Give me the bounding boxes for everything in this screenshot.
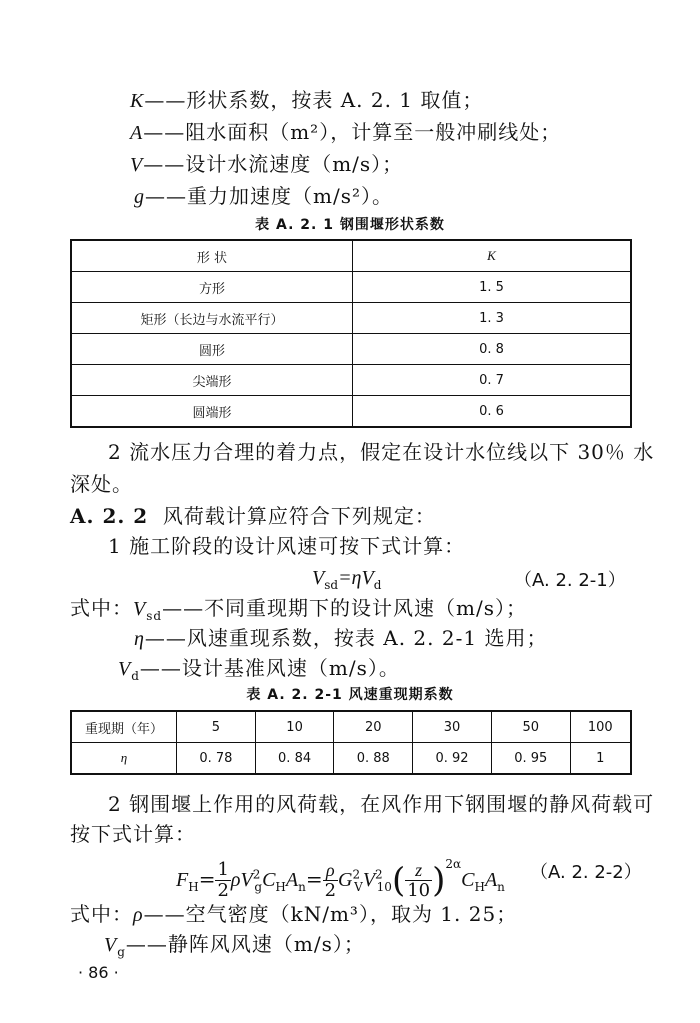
- table-cell: 1. 3: [353, 303, 632, 334]
- table-cell: 圆形: [71, 334, 353, 365]
- definition-k: K——形状系数，按表 A. 2. 1 取值；: [130, 88, 484, 112]
- table-row: [71, 365, 631, 396]
- table-row: [71, 303, 631, 334]
- table-cell: 0. 78: [177, 743, 256, 775]
- paragraph-2-line1: 2 流水压力合理的着力点，假定在设计水位线以下 30％ 水: [108, 440, 655, 464]
- definition-a: A——阻水面积（m²），计算至一般冲刷线处；: [130, 120, 562, 144]
- table-cell: 0. 92: [413, 743, 492, 775]
- table-row: [71, 272, 631, 303]
- item-2-line2: 按下式计算：: [70, 822, 196, 846]
- definition-g: g——重力加速度（m/s²）。: [134, 184, 393, 208]
- table-cell: 重现期（年）: [71, 711, 177, 743]
- table-cell: 尖端形: [71, 365, 353, 396]
- page-number: · 86 ·: [78, 963, 119, 982]
- paragraph-2-line2: 深处。: [70, 472, 133, 496]
- table-cell: 1: [570, 743, 631, 775]
- table1-caption: 表 A. 2. 1 钢围堰形状系数: [255, 217, 445, 233]
- table-cell: 0. 84: [255, 743, 334, 775]
- table-cell: 1. 5: [353, 272, 632, 303]
- table-cell: 0. 8: [353, 334, 632, 365]
- table-row: [71, 396, 631, 428]
- table-cell: 矩形（长边与水流平行）: [71, 303, 353, 334]
- equation-number-1: （A. 2. 2-1）: [514, 570, 626, 591]
- table-header-shape: 形 状: [71, 240, 353, 272]
- equation-a22-2: $F_H=$ $\frac{1}{2}$ $\rho V^2_gC_HA_n=$ $\frac{\rho}{2}$ $G^2_VV^2_{10}$( $\frac{z}{10}$ )$^{2\alpha}C_HA_n$: [176, 857, 505, 901]
- table-cell: η: [71, 743, 177, 775]
- table-cell: 50: [491, 711, 570, 743]
- definition-vd: $V_d——$设计基准风速（m/s）。: [118, 656, 400, 683]
- table-row: [71, 711, 631, 743]
- shape-coefficient-table: [70, 239, 632, 428]
- equation-a22-1: $V_{sd}=\eta V_d$: [312, 567, 382, 592]
- table-cell: 0. 95: [491, 743, 570, 775]
- wind-recurrence-table: [70, 710, 632, 775]
- definition-rho: 式中：ρ——空气密度（kN/m³），取为 1. 25；: [70, 902, 518, 926]
- definition-v: V——设计水流速度（m/s）；: [130, 152, 404, 176]
- table-cell: 30: [413, 711, 492, 743]
- definition-vg: $V_g——$静阵风风速（m/s）；: [104, 932, 365, 959]
- table-row: [71, 743, 631, 775]
- table-cell: 0. 6: [353, 396, 632, 428]
- definition-eta: η——风速重现系数，按表 A. 2. 2-1 选用；: [134, 626, 548, 650]
- table-cell: 20: [334, 711, 413, 743]
- table-cell: 10: [255, 711, 334, 743]
- definition-vsd: 式中：$V_{sd}——$不同重现期下的设计风速（m/s）；: [70, 596, 528, 623]
- clause-a22: A. 2. 2 风荷载计算应符合下列规定：: [70, 504, 436, 528]
- table-header-k: K: [353, 240, 632, 272]
- equation-number-2: （A. 2. 2-2）: [530, 862, 642, 883]
- table-row: [71, 334, 631, 365]
- table-cell: 圆端形: [71, 396, 353, 428]
- item-2-line1: 2 钢围堰上作用的风荷载，在风作用下钢围堰的静风荷载可: [108, 792, 655, 816]
- table-cell: 100: [570, 711, 631, 743]
- item-1: 1 施工阶段的设计风速可按下式计算：: [108, 534, 466, 558]
- table-header-row: [71, 240, 631, 272]
- table-cell: 0. 7: [353, 365, 632, 396]
- table-cell: 5: [177, 711, 256, 743]
- table2-caption: 表 A. 2. 2-1 风速重现期系数: [246, 687, 454, 703]
- table-cell: 方形: [71, 272, 353, 303]
- table-cell: 0. 88: [334, 743, 413, 775]
